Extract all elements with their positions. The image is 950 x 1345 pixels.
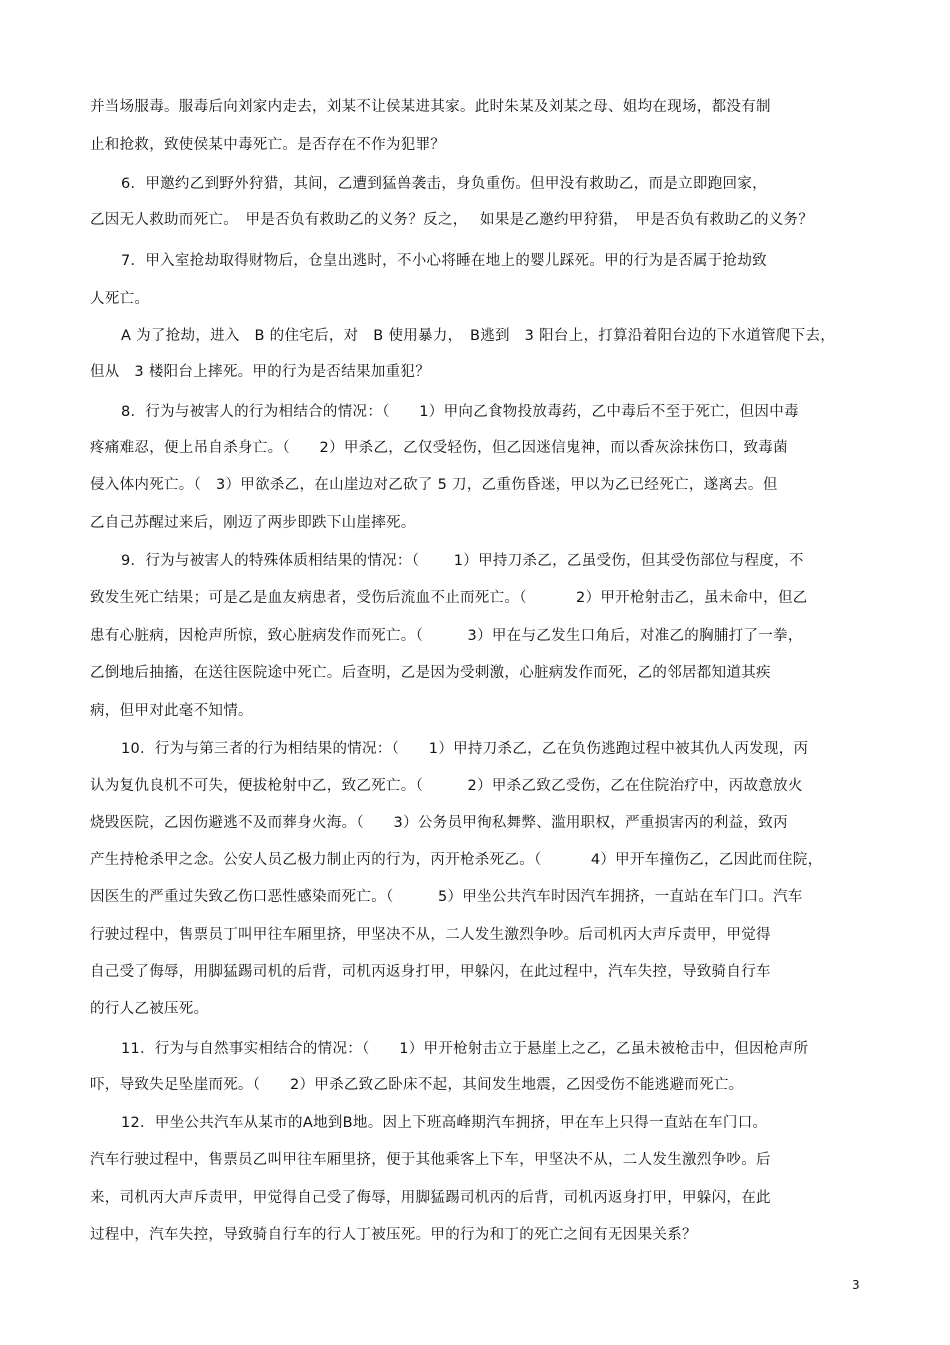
text-line: 致发生死亡结果；可是乙是血友病患者，受伤后流血不止而死亡。（ 2）甲开枪射击乙，虽未命中，但乙 [90,590,808,606]
text-line: 过程中，汽车失控，导致骑自行车的行人丁被压死。甲的行为和丁的死亡之间有无因果关系？ [90,1227,697,1243]
text-line: 汽车行驶过程中，售票员乙叫甲往车厢里挤，便于其他乘客上下车，甲坚决不从，二人发生激烈争吵。后 [90,1152,771,1168]
text-line: 9．行为与被害人的特殊体质相结果的情况：（ 1）甲持刀杀乙，乙虽受伤，但其受伤部位与程度，不 [121,553,804,569]
text-line: 7．甲入室抢劫取得财物后，仓皇出逃时，不小心将睡在地上的婴儿踩死。甲的行为是否属于抢劫致 [121,253,767,269]
text-line: 自己受了侮辱，用脚猛踢司机的后背，司机丙返身打甲，甲躲闪，在此过程中，汽车失控，导致骑自行车 [90,964,771,980]
text-line: 侵入体内死亡。（ 3）甲欲杀乙，在山崖边对乙砍了 5 刀，乙重伤昏迷，甲以为乙已经死亡，遂离去。但 [90,477,778,493]
text-line: 人死亡。 [90,291,150,307]
text-line: 并当场服毒。服毒后向刘家内走去，刘某不让侯某进其家。此时朱某及刘某之母、姐均在现场，都没有制 [90,99,771,115]
text-line: 认为复仇良机不可失，便拔枪射中乙，致乙死亡。（ 2）甲杀乙致乙受伤，乙在住院治疗中，丙故意放火 [90,778,803,794]
text-line: 烧毁医院，乙因伤避逃不及而葬身火海。（ 3）公务员甲徇私舞弊、滥用职权，严重损害丙的利益，致丙 [90,815,788,831]
text-line: 吓，导致失足坠崖而死。（ 2）甲杀乙致乙卧床不起，其间发生地震，乙因受伤不能逃避而死亡。 [90,1077,744,1093]
text-line: 患有心脏病，因枪声所惊，致心脏病发作而死亡。（ 3）甲在与乙发生口角后，对准乙的胸脯打了一拳， [90,628,803,644]
text-line: 乙因无人救助而死亡。 甲是否负有救助乙的义务？反之， 如果是乙邀约甲狩猎， 甲是否负有救助乙的义务？ [90,212,814,228]
text-line: 12．甲坐公共汽车从某市的A地到B地。因上下班高峰期汽车拥挤，甲在车上只得一直站在车门口。 [121,1115,768,1131]
text-line: 疼痛难忍，便上吊自杀身亡。（ 2）甲杀乙，乙仅受轻伤，但乙因迷信鬼神，而以香灰涂抹伤口，致毒菌 [90,440,788,456]
text-line: 乙倒地后抽搐，在送往医院途中死亡。后查明，乙是因为受刺激，心脏病发作而死，乙的邻居都知道其疾 [90,665,771,681]
text-line: 但从 3 楼阳台上摔死。甲的行为是否结果加重犯？ [90,364,431,380]
text-line: 8．行为与被害人的行为相结合的情况：（ 1）甲向乙食物投放毒药，乙中毒后不至于死亡，但因中毒 [121,404,799,420]
text-line: 11．行为与自然事实相结合的情况：（ 1）甲开枪射击立于悬崖上之乙，乙虽未被枪击中，但因枪声所 [121,1041,809,1057]
text-line: 10．行为与第三者的行为相结果的情况：（ 1）甲持刀杀乙，乙在负伤逃跑过程中被其仇人丙发现，丙 [121,741,809,757]
text-line: A 为了抢劫，进入 B 的住宅后，对 B 使用暴力， B逃到 3 阳台上，打算沿着阳台边的下水道管爬下去， [121,328,836,344]
text-line: 的行人乙被压死。 [90,1001,209,1017]
text-line: 乙自己苏醒过来后，刚迈了两步即跌下山崖摔死。 [90,515,416,531]
text-line: 病，但甲对此毫不知情。 [90,703,253,719]
page-number: 3 [852,1278,860,1292]
text-line: 行驶过程中，售票员丁叫甲往车厢里挤，甲坚决不从，二人发生激烈争吵。后司机丙大声斥责甲，甲觉得 [90,927,771,943]
text-line: 来，司机丙大声斥责甲，甲觉得自己受了侮辱，用脚猛踢司机丙的后背，司机丙返身打甲，甲躲闪，在此 [90,1190,771,1206]
text-line: 因医生的严重过失致乙伤口恶性感染而死亡。（ 5）甲坐公共汽车时因汽车拥挤，一直站在车门口。汽车 [90,889,803,905]
text-line: 6．甲邀约乙到野外狩猎，其间，乙遭到猛兽袭击，身负重伤。但甲没有救助乙，而是立即跑回家， [121,176,767,192]
text-line: 产生持枪杀甲之念。公安人员乙极力制止丙的行为，丙开枪杀死乙。（ 4）甲开车撞伤乙，乙因此而住院， [90,852,823,868]
text-line: 止和抢救，致使侯某中毒死亡。是否存在不作为犯罪？ [90,137,446,153]
